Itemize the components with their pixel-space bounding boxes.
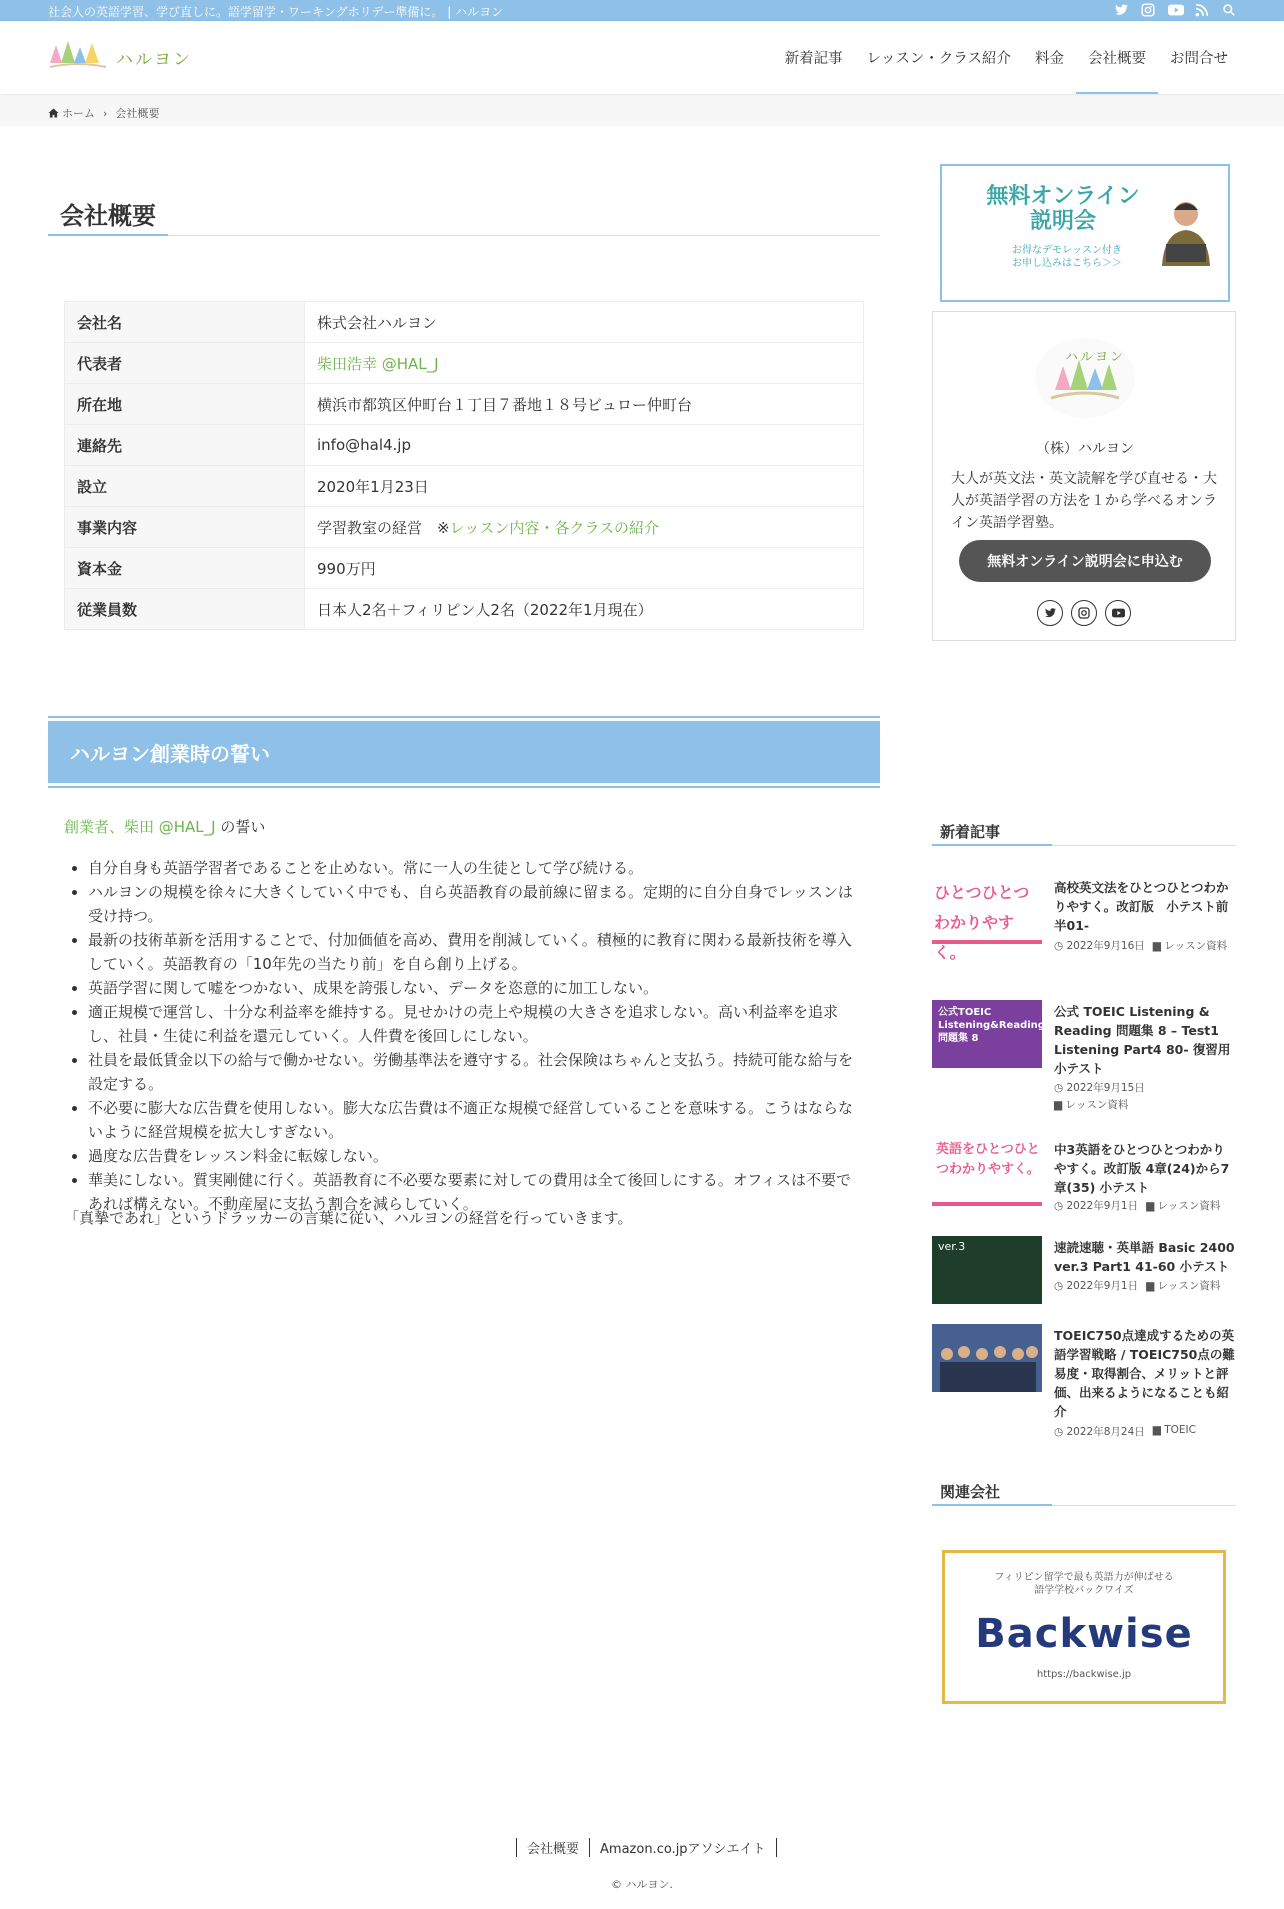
post-meta xyxy=(1054,1080,1236,1112)
founder-link[interactable]: 創業者、柴田 @HAL_J xyxy=(64,818,216,836)
row-value: 株式会社ハルヨン xyxy=(305,302,864,343)
logo-trees-icon xyxy=(48,39,108,75)
post-thumbnail-text: 英語をひとつひとつわかりやすく。 xyxy=(936,1142,1040,1177)
list-item: • 不必要に膨大な広告費を使用しない。膨大な広告費は不適正な規模で経営していることを意味する。こうはならないように経営規模を拡大しすぎない。 xyxy=(88,1096,864,1144)
search-icon[interactable] xyxy=(1222,3,1238,17)
post-category: ▆ TOEIC xyxy=(1152,1424,1196,1436)
row-label: 事業内容 xyxy=(65,507,305,548)
banner-sub2: お申し込みはこちら＞＞ xyxy=(1012,258,1122,269)
row-label: 会社名 xyxy=(65,302,305,343)
table-row xyxy=(65,507,864,548)
representative-link[interactable]: 柴田浩幸 @HAL_J xyxy=(317,354,439,373)
footer-link-company[interactable]: 会社概要 xyxy=(516,1838,589,1857)
list-item: • 社員を最低賃金以下の給与で働かせない。労働基準法を遵守する。社会保険はちゃんと支払う。持続可能な給与を設定する。 xyxy=(88,1048,864,1096)
vow-intro-rest: の誓い xyxy=(215,818,266,836)
table-row xyxy=(65,343,864,384)
post-title: 速読速聴・英単語 Basic 2400 ver.3 Part1 41-60 小テスト xyxy=(1054,1240,1235,1274)
related-line2: 語学学校バックワイズ xyxy=(1034,1585,1134,1596)
twitter-icon[interactable] xyxy=(1114,3,1130,17)
table-row xyxy=(65,425,864,466)
post-thumbnail-text: ver.3 xyxy=(938,1240,966,1253)
row-label: 設立 xyxy=(65,466,305,507)
post-date: ◷ 2022年9月1日 xyxy=(1054,1200,1139,1212)
page-title: 会社概要 xyxy=(60,202,156,230)
list-item: • 華美にしない。質実剛健に行く。英語教育に不必要な要素に対しての費用は全て後回しにする。オフィスは不要であれば構えない。不動産屋に支払う割合を減らしていく。 xyxy=(88,1168,864,1216)
row-label: 資本金 xyxy=(65,548,305,589)
new-posts-heading xyxy=(932,816,1236,846)
breadcrumb-home-label: ホーム xyxy=(62,107,95,120)
row-value: 横浜市都筑区仲町台１丁目７番地１８号ビュロー仲町台 xyxy=(305,384,864,425)
company-table xyxy=(64,301,864,630)
instagram-icon[interactable] xyxy=(1071,600,1097,626)
post-item[interactable] xyxy=(932,1324,1236,1464)
seminar-banner[interactable] xyxy=(940,164,1230,302)
nav-lessons[interactable]: レッスン・クラス紹介 xyxy=(866,51,1011,67)
section-heading xyxy=(48,716,880,788)
post-category: ▆ レッスン資料 xyxy=(1152,940,1228,952)
profile-card xyxy=(932,311,1236,641)
lesson-intro-link[interactable]: レッスン内容・各クラスの紹介 xyxy=(449,518,659,537)
list-item: • ハルヨンの規模を徐々に大きくしていく中でも、自ら英語教育の最前線に留まる。定期的に自分自身でレッスンは受け持つ。 xyxy=(88,880,864,928)
banner-sub1: お得なデモレッスン付き xyxy=(1012,245,1122,256)
post-category-text: レッスン資料 xyxy=(1157,1200,1221,1212)
row-value xyxy=(305,343,864,384)
related-tagline xyxy=(945,1571,1223,1597)
instagram-icon[interactable] xyxy=(1141,3,1157,17)
row-value: 990万円 xyxy=(305,548,864,589)
row-label: 従業員数 xyxy=(65,589,305,630)
copyright: © ハルヨン. xyxy=(611,1878,673,1891)
vow-closing: 「真摯であれ」というドラッカーの言葉に従い、ハルヨンの経営を行っていきます。 xyxy=(64,1209,633,1227)
row-label: 代表者 xyxy=(65,343,305,384)
list-item: • 最新の技術革新を活用することで、付加価値を高め、費用を削減していく。積極的に教育に関わる最新技術を導入していく。英語教育の「10年先の当たり前」を自ら創り上げる。 xyxy=(88,928,864,976)
related-logo: Backwise xyxy=(975,1611,1193,1657)
table-row xyxy=(65,302,864,343)
youtube-icon[interactable] xyxy=(1105,600,1131,626)
post-category-text: TOEIC xyxy=(1164,1424,1196,1436)
post-category-text: レッスン資料 xyxy=(1157,1280,1221,1292)
post-item[interactable] xyxy=(932,1138,1236,1218)
post-date-text: 2022年9月1日 xyxy=(1066,1200,1139,1212)
row-value: 日本人2名＋フィリピン人2名（2022年1月現在） xyxy=(305,589,864,630)
related-company-banner[interactable] xyxy=(942,1550,1226,1704)
list-item: • 英語学習に関して嘘をつかない、成果を誇張しない、データを恣意的に加工しない。 xyxy=(88,976,864,1000)
related-heading xyxy=(932,1476,1236,1506)
top-social-icons xyxy=(1114,3,1238,17)
breadcrumb xyxy=(0,96,1284,126)
post-meta xyxy=(1054,938,1236,953)
post-meta xyxy=(1054,1198,1236,1213)
profile-logo-text: ハルヨン xyxy=(1065,350,1126,365)
heading-underline xyxy=(932,1504,1052,1506)
nav-contact[interactable]: お問合せ xyxy=(1170,51,1228,67)
post-thumbnail xyxy=(932,1324,1042,1392)
post-date: ◷ 2022年9月16日 xyxy=(1054,940,1145,952)
chevron-right-icon: › xyxy=(103,106,108,120)
post-title: 高校英文法をひとつひとつわかりやすく。改訂版 小テスト前半01- xyxy=(1054,880,1229,933)
list-item: • 自分自身も英語学習者であることを止めない。常に一人の生徒として学び続ける。 xyxy=(88,856,864,880)
vow-list xyxy=(88,856,864,1216)
post-date: ◷ 2022年9月15日 xyxy=(1054,1082,1145,1094)
seminar-signup-button[interactable]: 無料オンライン説明会に申込む xyxy=(959,540,1211,582)
profile-socials xyxy=(1037,600,1131,626)
new-posts-title: 新着記事 xyxy=(940,823,1001,841)
list-item: • 過度な広告費をレッスン料金に転嫁しない。 xyxy=(88,1144,864,1168)
post-thumbnail-text: 公式TOEIC Listening&Reading 問題集 8 xyxy=(938,1007,1045,1044)
row-label: 連絡先 xyxy=(65,425,305,466)
row-value: info@hal4.jp xyxy=(305,425,864,466)
vow-intro xyxy=(64,816,265,837)
top-bar xyxy=(0,0,1284,21)
post-thumbnail-text: ひとつひとつわかりやすく。 xyxy=(934,883,1030,962)
avatar xyxy=(1035,338,1135,418)
table-row xyxy=(65,466,864,507)
global-nav xyxy=(773,21,1240,94)
post-title: 公式 TOEIC Listening & Reading 問題集 8 – Test1 Listening Part4 80- 復習用小テスト xyxy=(1054,1004,1231,1076)
post-category: ▆ レッスン資料 xyxy=(1146,1200,1221,1212)
post-date: ◷ 2022年8月24日 xyxy=(1054,1426,1145,1438)
footer-link-amazon[interactable]: Amazon.co.jpアソシエイト xyxy=(589,1838,777,1857)
rss-icon[interactable] xyxy=(1195,3,1211,17)
related-url: https://backwise.jp xyxy=(1036,1669,1132,1680)
banner-title: 無料オンライン説明会 xyxy=(986,184,1140,234)
post-thumbnail xyxy=(932,1000,1045,1068)
post-category-text: レッスン資料 xyxy=(1065,1099,1129,1111)
post-thumbnail xyxy=(932,876,1042,962)
banner-subtitle xyxy=(992,244,1142,270)
row-value: 2020年1月23日 xyxy=(305,466,864,507)
post-title: TOEIC750点達成するための英語学習戦略 / TOEIC750点の難易度・取得割合、メリットと評価、出来るようになることも紹介 xyxy=(1054,1328,1235,1419)
business-text: 学習教室の経営 ※ xyxy=(317,518,450,537)
row-label: 所在地 xyxy=(65,384,305,425)
table-row xyxy=(65,589,864,630)
post-item[interactable] xyxy=(932,1000,1236,1130)
post-item[interactable] xyxy=(932,1236,1236,1306)
section-heading-text: ハルヨン創業時の誓い xyxy=(48,721,880,783)
post-title: 中3英語をひとつひとつわかりやすく。改訂版 4章(24)から7章(35) 小テスト xyxy=(1054,1142,1230,1195)
post-date-text: 2022年9月1日 xyxy=(1066,1280,1139,1292)
post-thumbnail xyxy=(932,1236,1042,1304)
site-tagline: 社会人の英語学習、学び直しに。語学留学・ワーキングホリデー準備に。 | ハルヨン xyxy=(48,5,504,19)
breadcrumb-current: 会社概要 xyxy=(115,107,160,120)
table-row xyxy=(65,384,864,425)
title-underline xyxy=(48,234,168,236)
nav-company[interactable]: 会社概要 xyxy=(1076,21,1158,94)
post-date-text: 2022年8月24日 xyxy=(1066,1426,1145,1438)
home-icon xyxy=(48,108,59,118)
post-thumbnail xyxy=(932,1138,1042,1206)
post-date: ◷ 2022年9月1日 xyxy=(1054,1280,1139,1292)
nav-pricing[interactable]: 料金 xyxy=(1035,51,1064,67)
post-meta xyxy=(1054,1424,1236,1439)
post-item[interactable] xyxy=(932,876,1236,986)
post-category: ▆ レッスン資料 xyxy=(1054,1099,1129,1111)
footer-nav xyxy=(516,1838,777,1857)
group-photo xyxy=(932,1324,1042,1392)
profile-description: 大人が英文法・英文読解を学び直せる・大人が英語学習の方法を１から学べるオンライン英語学習塾。 xyxy=(951,471,1217,531)
related-line1: フィリピン留学で最も英語力が伸ばせる xyxy=(994,1572,1174,1583)
row-value xyxy=(305,507,864,548)
post-category-text: レッスン資料 xyxy=(1164,940,1228,952)
post-date-text: 2022年9月15日 xyxy=(1066,1082,1145,1094)
list-item: • 適正規模で運営し、十分な利益率を維持する。見せかけの売上や規模の大きさを追求しない。高い利益率を追求し、社員・生徒に利益を還元していく。人件費を後回しにしない。 xyxy=(88,1000,864,1048)
site-logo[interactable] xyxy=(48,39,192,75)
logo-text: ハルヨン xyxy=(116,49,192,70)
post-meta xyxy=(1054,1278,1236,1293)
presenter-photo xyxy=(1156,196,1216,266)
post-category: ▆ レッスン資料 xyxy=(1146,1280,1221,1292)
profile-name: （株）ハルヨン xyxy=(1036,441,1134,457)
page-title-block xyxy=(48,196,880,236)
table-row xyxy=(65,548,864,589)
youtube-icon[interactable] xyxy=(1168,3,1184,17)
breadcrumb-home[interactable] xyxy=(48,105,95,121)
heading-underline xyxy=(932,844,1052,846)
twitter-icon[interactable] xyxy=(1037,600,1063,626)
site-header xyxy=(0,21,1284,94)
nav-new-posts[interactable]: 新着記事 xyxy=(784,51,843,67)
post-date-text: 2022年9月16日 xyxy=(1066,940,1145,952)
related-title: 関連会社 xyxy=(940,1483,1001,1501)
